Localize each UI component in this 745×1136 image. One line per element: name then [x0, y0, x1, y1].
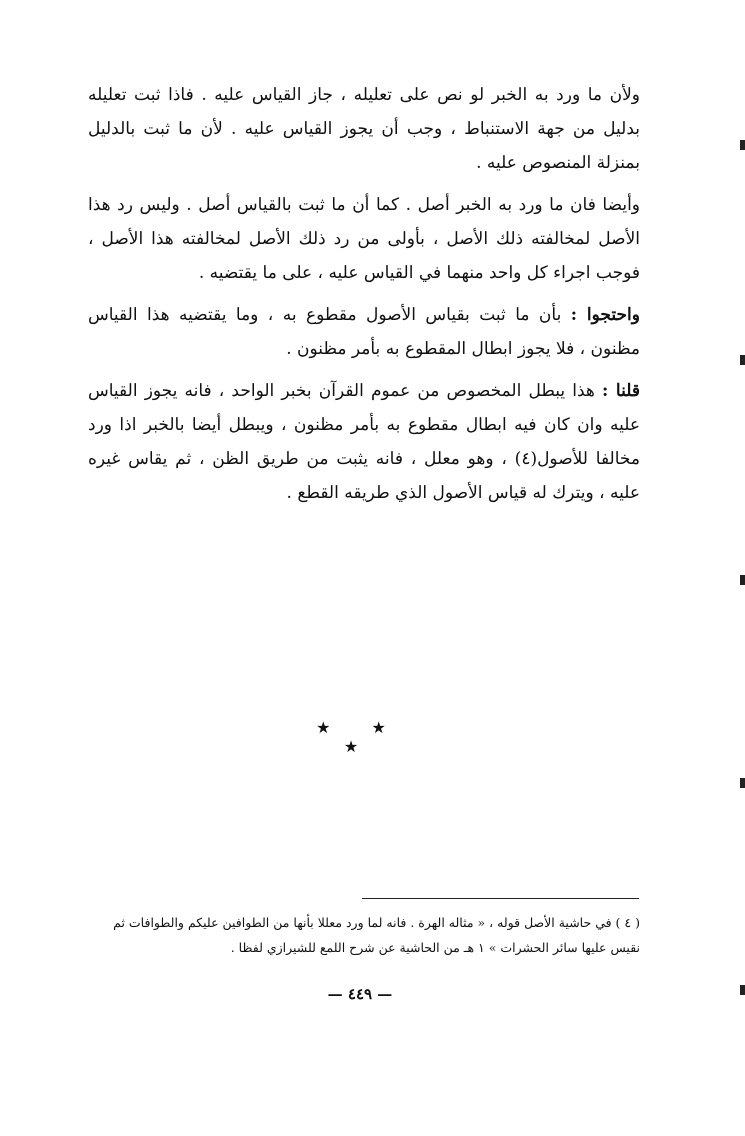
paragraph-2: [88, 188, 640, 290]
footnotes: [88, 910, 640, 960]
paragraph-2-text: وأيضا فان ما ورد به الخبر أصل . كما أن ما ثبت بالقياس أصل . وليس رد هذا الأصل لمخالفته ذلك الأصل ، بأولى من رد ذلك الأصل لمخالفته هذا الأصل ، فوجب اجراء كل واحد منهما في القياس عليه ، على ما يقتضيه .: [88, 195, 640, 283]
footnote-divider: [362, 898, 639, 899]
page-number: — ٤٤٩ —: [327, 985, 393, 1003]
paragraph-3-text: بأن ما ثبت بقياس الأصول مقطوع به ، وما يقتضيه هذا القياس مظنون ، فلا يجوز ابطال المقطوع به بأمر مظنون .: [88, 305, 640, 359]
paragraph-4-text: هذا يبطل المخصوص من عموم القرآن بخبر الواحد ، فانه يجوز القياس عليه وان كان فيه ابطال مقطوع به بأمر مظنون ، ويبطل أيضا بالخبر اذا ورد مخالفا للأصول(٤) ، وهو معلل ، فانه يثبت من طريق الظن ، ثم يقاس غيره عليه ، ويترك له قياس الأصول الذي طريقه القطع .: [88, 381, 640, 503]
scan-edge-mark: [740, 575, 745, 585]
scan-edge-mark: [740, 355, 745, 365]
paragraph-4: [88, 374, 640, 510]
footnote-line-1: ( ٤ ) في حاشية الأصل قوله ، « مثاله الهرة . فانه لما ورد معللا بأنها من الطوافين عليكم والطوافات ثم: [113, 915, 640, 930]
main-text: [88, 78, 640, 518]
scan-edge-mark: [740, 985, 745, 995]
paragraph-3: [88, 298, 640, 366]
paragraph-1: [88, 78, 640, 180]
scan-edge-mark: [740, 778, 745, 788]
paragraph-1-text: ولأن ما ورد به الخبر لو نص على تعليله ، جاز القياس عليه . فاذا ثبت تعليله بدليل من جهة الاستنباط ، وجب أن يجوز القياس عليه . لأن ما ثبت بالدليل بمنزلة المنصوص عليه .: [88, 85, 640, 173]
paragraph-3-lead: واحتجوا :: [570, 305, 640, 325]
paragraph-4-lead: قلنا :: [602, 381, 640, 401]
scan-edge-mark: [740, 140, 745, 150]
footnote-line-2: نقيس عليها سائر الحشرات » ١ هـ من الحاشية عن شرح اللمع للشيرازي لفظا .: [230, 940, 640, 955]
section-separator-stars: ★ ★ ★: [316, 718, 404, 756]
